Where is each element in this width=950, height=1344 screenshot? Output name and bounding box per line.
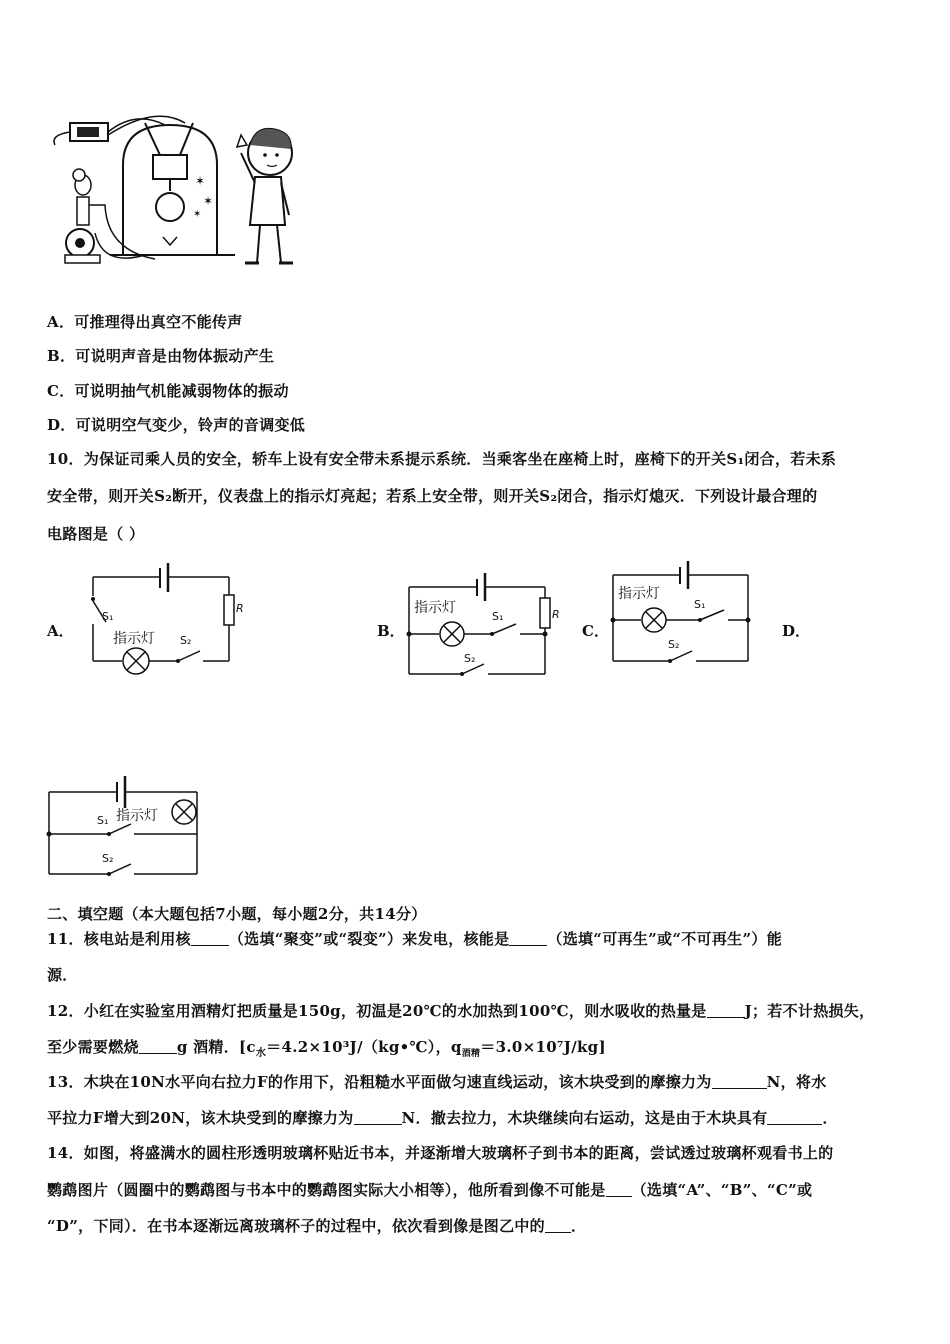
q14-line2: 鹦鹉图片（圆圈中的鹦鹉图与书本中的鹦鹉图实际大小相等），他所看到像不可能是 （选填“A”、“B”、“C”或 — [47, 1181, 813, 1199]
circuit-a-s2-label: S₂ — [180, 634, 192, 647]
circuit-c-s2-label: S₂ — [668, 638, 680, 651]
q11-blank-1[interactable] — [191, 931, 229, 946]
circuit-b-s1-label: S₁ — [492, 610, 504, 623]
circuit-c-lamp-label: 指示灯 — [618, 586, 660, 602]
bell-jar-experiment-figure — [45, 105, 305, 275]
q13-blank-1[interactable] — [712, 1074, 767, 1089]
svg-text:✶: ✶ — [195, 174, 206, 188]
q10-stem-line2: 安全带，则开关S₂断开，仪表盘上的指示灯亮起；若系上安全带，则开关S₂闭合，指示灯熄灭．下列设计最合理的 — [47, 487, 818, 505]
q9-option-a[interactable]: A．可推理得出真空不能传声 — [47, 313, 243, 331]
circuit-d-s2-label: S₂ — [102, 852, 114, 865]
svg-text:✶: ✶ — [203, 194, 214, 208]
q12-blank-2[interactable] — [139, 1039, 177, 1054]
q14-line3: “D”，下同）．在书本逐渐远离玻璃杯子的过程中，依次看到像是图乙中的 ． — [47, 1217, 587, 1235]
section-heading-fill-in: 二、填空题（本大题包括7小题，每小题2分，共14分） — [47, 905, 427, 923]
q14-blank-1[interactable] — [606, 1182, 632, 1197]
q10-stem-line1: 10．为保证司乘人员的安全，轿车上设有安全带未系提示系统．当乘客坐在座椅上时，座椅下的开关S₁闭合，若未系 — [47, 450, 837, 468]
q10-option-c-label[interactable]: C． — [582, 622, 609, 640]
q11-blank-2[interactable] — [509, 931, 547, 946]
circuit-b-lamp-label: 指示灯 — [414, 600, 456, 616]
circuit-d-lamp-label: 指示灯 — [116, 808, 158, 824]
q10-option-b-label[interactable]: B． — [377, 622, 405, 640]
circuit-b-r-label: R — [552, 608, 560, 621]
q11-line2: 源． — [47, 966, 78, 984]
q9-option-d[interactable]: D．可说明空气变少，铃声的音调变低 — [47, 416, 306, 434]
q10-option-a-label[interactable]: A． — [47, 622, 74, 640]
q13-blank-3[interactable] — [767, 1110, 822, 1125]
circuit-d-s1-label: S₁ — [97, 814, 109, 827]
circuit-a-r-label: R — [236, 602, 244, 615]
q13-line2: 平拉力F增大到20N，该木块受到的摩擦力为 N．撤去拉力，木块继续向右运动，这是由于木块具有 ． — [47, 1109, 838, 1127]
svg-text:✶: ✶ — [193, 209, 202, 220]
q14-line1: 14．如图，将盛满水的圆柱形透明玻璃杯贴近书本，并逐渐增大玻璃杯子到书本的距离，尝试透过玻璃杯观看书上的 — [47, 1144, 834, 1162]
circuit-b-diagram[interactable] — [402, 570, 562, 680]
q12-line2: 至少需要燃烧 g 酒精．[$c_水=4.2\times 10^3J/(kg•℃)$，$q_{酒精}=3.0\times 10^7J/kg$] — [47, 1038, 606, 1059]
q13-blank-2[interactable] — [354, 1110, 402, 1125]
circuit-a-diagram[interactable] — [88, 560, 248, 680]
q11-line1: 11．核电站是利用核 （选填“聚变”或“裂变”）来发电，核能是 （选填“可再生”或“不可再生”）能 — [47, 930, 783, 948]
circuit-d-diagram[interactable] — [44, 772, 214, 882]
q9-option-c[interactable]: C．可说明抽气机能减弱物体的振动 — [47, 382, 289, 400]
circuit-b-s2-label: S₂ — [464, 652, 476, 665]
q13-line1: 13．木块在10N水平向右拉力F的作用下，沿粗糙水平面做匀速直线运动，该木块受到的摩擦力为 N，将水 — [47, 1073, 827, 1091]
q10-stem-line3: 电路图是（ ） — [47, 525, 145, 543]
circuit-c-diagram[interactable] — [608, 558, 758, 668]
q12-line1: 12．小红在实验室用酒精灯把质量是150g，初温是20℃的水加热到100℃，则水吸收的热量是 J；若不计热损失， — [47, 1002, 875, 1020]
circuit-c-s1-label: S₁ — [694, 598, 706, 611]
q12-blank-1[interactable] — [707, 1003, 745, 1018]
q10-option-d-label[interactable]: D． — [782, 622, 811, 640]
circuit-a-lamp-label: 指示灯 — [113, 631, 155, 647]
q14-blank-2[interactable] — [545, 1218, 571, 1233]
q9-option-b[interactable]: B．可说明声音是由物体振动产生 — [47, 347, 275, 365]
circuit-a-s1-label: S₁ — [102, 610, 114, 623]
